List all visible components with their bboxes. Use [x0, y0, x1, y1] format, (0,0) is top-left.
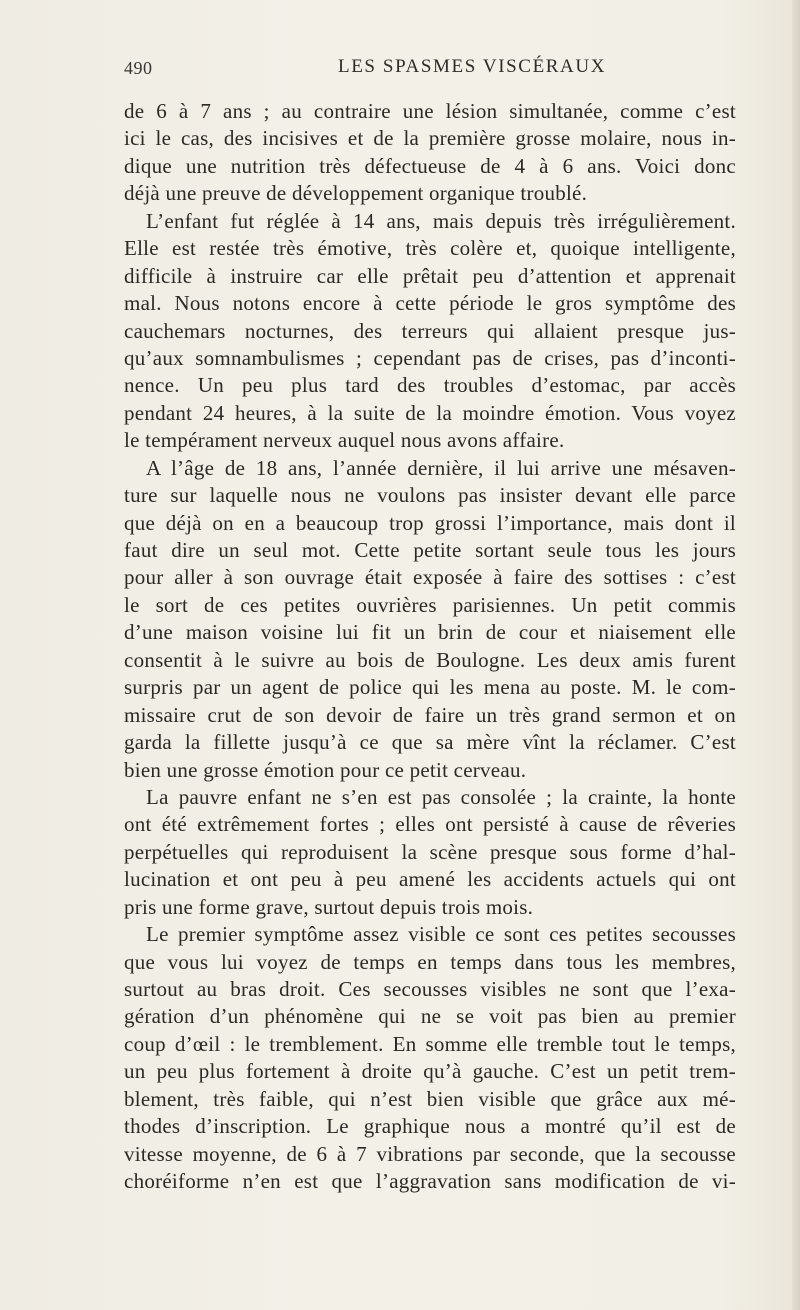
text-line: A l’âge de 18 ans, l’année dernière, il lui arrive une mésaven- [146, 455, 736, 480]
text-line: surpris par un agent de police qui les mena au poste. M. le com- [124, 675, 736, 700]
text-line: ont été extrêmement fortes ; elles ont persisté à cause de rêveries [124, 812, 736, 837]
text-line: coup d’œil : le tremblement. En somme elle tremble tout le temps, [124, 1031, 736, 1056]
text-line: surtout au bras droit. Ces secousses visibles ne sont que l’exa- [124, 977, 736, 1001]
text-line: missaire crut de son devoir de faire un très grand sermon et on [124, 702, 736, 727]
text-line: dique une nutrition très défectueuse de 4 à 6 ans. Voici donc [124, 153, 736, 178]
text-line: Elle est restée très émotive, très colère et, quoique intelligente, [124, 236, 736, 261]
page-edge [792, 0, 800, 1310]
text-line: ici le cas, des incisives et de la première grosse molaire, nous in- [124, 126, 736, 151]
text-line: blement, très faible, qui n’est bien visible que grâce aux mé- [124, 1086, 736, 1111]
text-line: gération d’un phénomène qui ne se voit pas bien au premier [124, 1004, 736, 1029]
text-line: déjà une preuve de développement organique troublé. [124, 181, 588, 206]
text-line: le tempérament nerveux auquel nous avons affaire. [124, 428, 565, 453]
text-line: pour aller à son ouvrage était exposée à faire des sottises : c’est [124, 565, 736, 590]
text-line: L’enfant fut réglée à 14 ans, mais depuis très irrégulièrement. [146, 208, 736, 233]
page-header [0, 50, 800, 84]
text-line: de 6 à 7 ans ; au contraire une lésion simultanée, comme c’est [124, 99, 736, 123]
text-line: mal. Nous notons encore à cette période le gros symptôme des [124, 291, 736, 316]
text-line: pris une forme grave, surtout depuis trois mois. [124, 894, 534, 919]
text-line: La pauvre enfant ne s’en est pas consolée ; la crainte, la honte [146, 784, 736, 809]
text-line: cauchemars nocturnes, des terreurs qui allaient presque jus- [124, 318, 736, 343]
text-line: un peu plus fortement à droite qu’à gauche. C’est un petit trem- [124, 1059, 736, 1084]
text-line: ture sur laquelle nous ne voulons pas insister devant elle parce [124, 483, 736, 508]
text-line: que déjà on en a beaucoup trop grossi l’importance, mais dont il [124, 510, 736, 535]
text-line: d’une maison voisine lui fit un brin de cour et niaisement elle [124, 620, 736, 645]
text-line: choréiforme n’en est que l’aggravation sans modification de vi- [124, 1169, 736, 1194]
text-line: bien une grosse émotion pour ce petit cerveau. [124, 757, 527, 782]
text-line: thodes d’inscription. Le graphique nous a montré qu’il est de [124, 1114, 736, 1139]
text-line: Le premier symptôme assez visible ce sont ces petites secousses [146, 922, 736, 947]
text-line: perpétuelles qui reproduisent la scène presque sous forme d’hal- [124, 839, 736, 864]
text-line: faut dire un seul mot. Cette petite sortant seule tous les jours [124, 538, 736, 562]
text-line: consentit à le suivre au bois de Boulogne. Les deux amis furent [124, 647, 736, 672]
text-line: lucination et ont peu à peu amené les accidents actuels qui ont [124, 867, 736, 892]
running-title: LES SPASMES VISCÉRAUX [338, 56, 607, 77]
text-line: difficile à instruire car elle prêtait peu d’attention et apprenait [124, 263, 736, 288]
text-line: garda la fillette jusqu’à ce que sa mère vînt la réclamer. C’est [124, 730, 736, 755]
text-line: qu’aux somnambulismes ; cependant pas de crises, pas d’inconti- [124, 345, 736, 370]
page-number: 490 [124, 58, 153, 78]
text-line: que vous lui voyez de temps en temps dans tous les membres, [124, 949, 736, 974]
text-line: pendant 24 heures, à la suite de la moindre émotion. Vous voyez [124, 400, 736, 425]
text-line: vitesse moyenne, de 6 à 7 vibrations par seconde, que la secousse [124, 1141, 736, 1166]
body-text [124, 98, 736, 1196]
text-line: le sort de ces petites ouvrières parisiennes. Un petit commis [124, 592, 736, 617]
text-line: nence. Un peu plus tard des troubles d’estomac, par accès [124, 373, 736, 398]
